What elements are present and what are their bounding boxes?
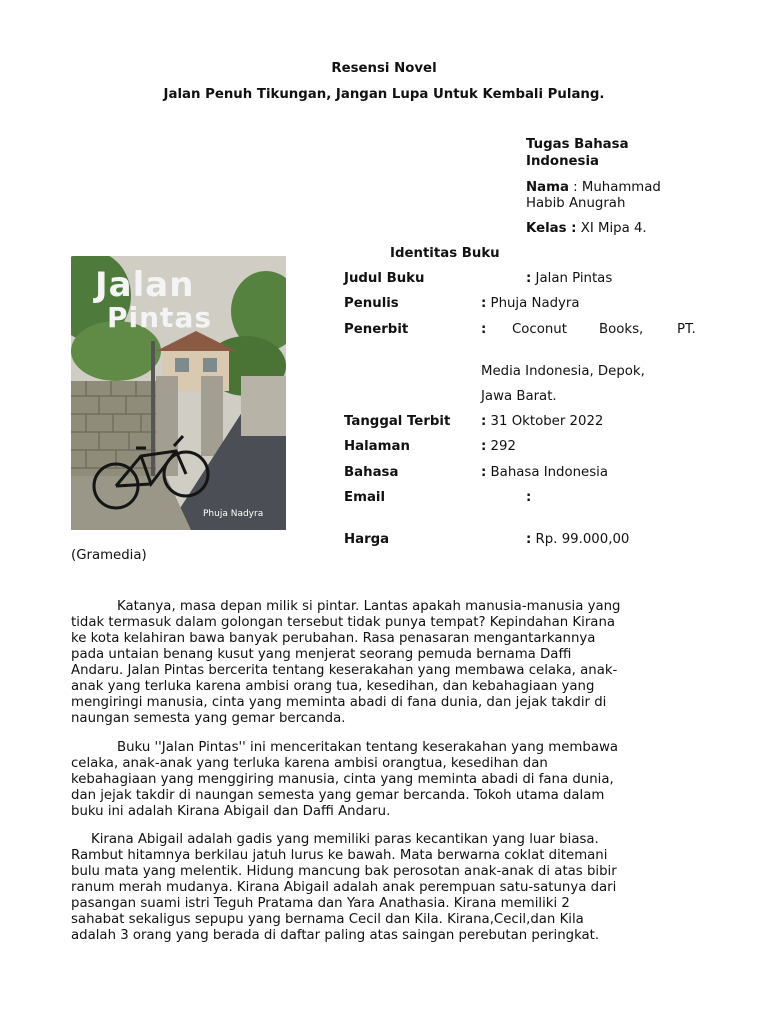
paragraph-line: anak yang terluka karena ambisi orang tua, kesedihan, dan kebahagiaan yang <box>71 679 595 694</box>
date-label: Tanggal Terbit <box>344 414 451 429</box>
paragraph-line: Andaru. Jalan Pintas bercerita tentang keserakahan yang membawa celaka, anak- <box>71 663 618 678</box>
publisher-word-1: Coconut <box>512 322 567 337</box>
author-value: : Phuja Nadyra <box>481 296 580 311</box>
name-value: : Muhammad <box>568 180 661 195</box>
paragraph-line: celaka, anak-anak yang terluka karena ambisi orangtua, kesedihan dan <box>71 756 548 771</box>
class-label: Kelas : <box>526 221 577 236</box>
identity-heading: Identitas Buku <box>390 246 500 261</box>
publisher-line-2: Media Indonesia, Depok, <box>481 364 645 379</box>
cover-title-line-2: Pintas <box>107 301 212 334</box>
course-line-2: Indonesia <box>526 154 599 169</box>
paragraph-line: kebahagiaan yang menggiring manusia, cinta yang meminta abadi di fana dunia, <box>71 772 614 787</box>
publisher-colon: : <box>481 322 487 337</box>
doc-title: Resensi Novel <box>331 61 437 76</box>
paragraph-2 <box>71 740 697 820</box>
cover-author: Phuja Nadyra <box>203 509 264 519</box>
paragraph-1 <box>71 599 697 727</box>
paragraph-line: pasangan suami istri Teguh Pratama dan Yara Anathasia. Kirana memiliki 2 <box>71 896 570 911</box>
publisher-word-3: PT. <box>677 322 696 337</box>
title-label: Judul Buku <box>344 271 425 286</box>
class-value: XI Mipa 4. <box>576 221 647 236</box>
course-line-1: Tugas Bahasa <box>526 137 629 152</box>
language-value: : Bahasa Indonesia <box>481 465 609 480</box>
paragraph-line: Katanya, masa depan milik si pintar. Lantas apakah manusia-manusia yang <box>117 599 621 614</box>
paragraph-line: ke kota kelahiran bawa banyak perubahan. Rasa penasaran mengantarkannya <box>71 631 596 646</box>
paragraph-line: mengiringi manusia, cinta yang meminta abadi di fana dunia, dan jejak takdir di <box>71 695 607 710</box>
doc-subtitle: Jalan Penuh Tikungan, Jangan Lupa Untuk Kembali Pulang. <box>163 87 605 102</box>
student-class <box>526 221 647 237</box>
email-colon: : <box>526 490 532 505</box>
publisher-line-3: Jawa Barat. <box>481 389 557 404</box>
pages-label: Halaman <box>344 439 410 454</box>
date-value: : 31 Oktober 2022 <box>481 414 604 429</box>
price-note: (Gramedia) <box>71 548 147 563</box>
price-value: : Rp. 99.000,00 <box>526 532 630 547</box>
paragraph-line: adalah 3 orang yang berada di daftar paling atas saingan perebutan peringkat. <box>71 928 600 943</box>
paragraph-line: Rambut hitamnya berkilau jatuh lurus ke bawah. Mata berwarna coklat ditemani <box>71 848 608 863</box>
name-value-line-2: Habib Anugrah <box>526 196 626 211</box>
student-name <box>526 180 661 196</box>
paragraph-line: sahabat sekaligus sepupu yang bernama Cecil dan Kila. Kirana,Cecil,dan Kila <box>71 912 584 927</box>
author-label: Penulis <box>344 296 399 311</box>
paragraph-line: tidak termasuk dalam golongan tersebut tidak punya tempat? Kepindahan Kirana <box>71 615 616 630</box>
paragraph-line: Buku ''Jalan Pintas'' ini menceritakan tentang keserakahan yang membawa <box>117 740 618 755</box>
price-label: Harga <box>344 532 390 547</box>
title-value: : Jalan Pintas <box>526 271 613 286</box>
name-label: Nama <box>526 180 569 195</box>
language-label: Bahasa <box>344 465 399 480</box>
paragraph-line: buku ini adalah Kirana Abigail dan Daffi Andaru. <box>71 804 391 819</box>
paragraph-line: Kirana Abigail adalah gadis yang memiliki paras kecantikan yang luar biasa. <box>91 832 599 847</box>
paragraph-line: bulu mata yang melentik. Hidung mancung bak perosotan anak-anak di atas bibir <box>71 864 617 879</box>
paragraph-line: dan jejak takdir di naungan semesta yang gemar bercanda. Tokoh utama dalam <box>71 788 605 803</box>
paragraph-line: pada untaian benang kusut yang menjerat seorang pemuda bernama Daffi <box>71 647 572 662</box>
book-cover <box>71 256 286 530</box>
pages-value: : 292 <box>481 439 516 454</box>
cover-title-line-1: Jalan <box>95 265 195 305</box>
paragraph-3 <box>71 832 697 944</box>
paragraph-line: naungan semesta yang gemar bercanda. <box>71 711 346 726</box>
publisher-word-2: Books, <box>599 322 644 337</box>
paragraph-line: ranum merah mudanya. Kirana Abigail adalah anak perempuan satu-satunya dari <box>71 880 617 895</box>
publisher-label: Penerbit <box>344 322 409 337</box>
email-label: Email <box>344 490 386 505</box>
